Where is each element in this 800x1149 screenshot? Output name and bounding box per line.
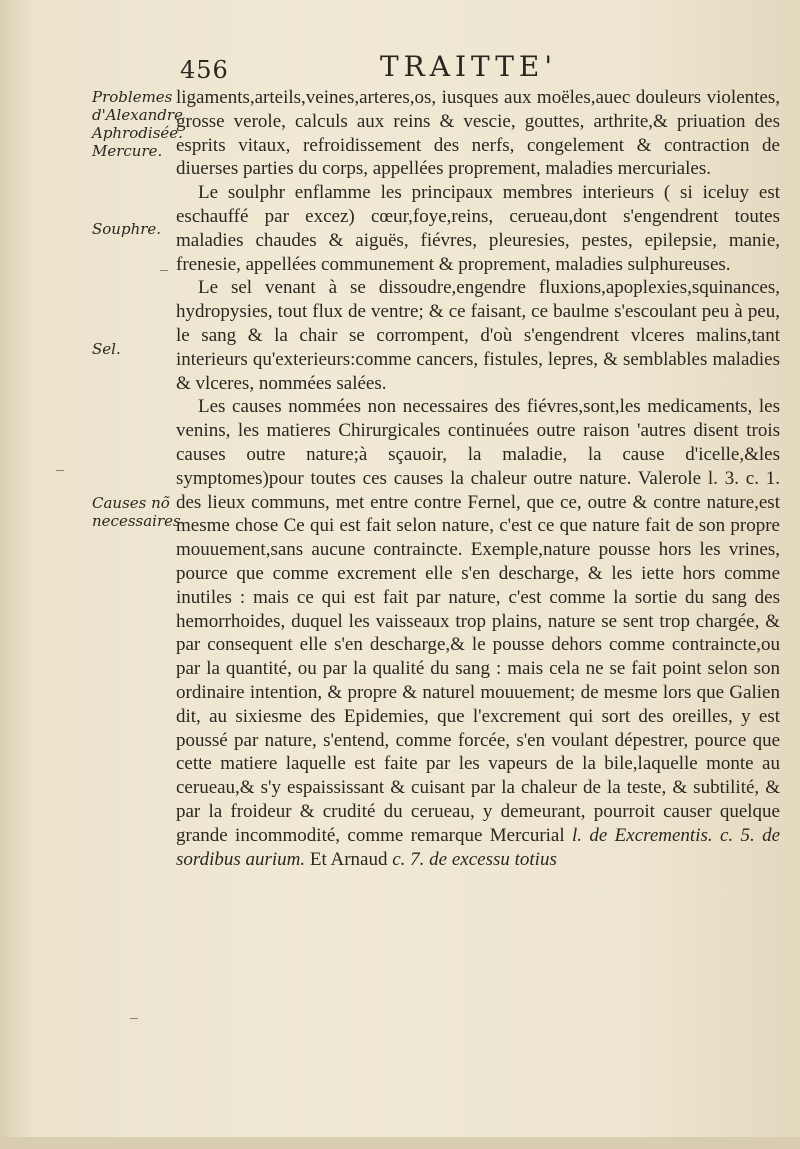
page-header (0, 48, 800, 88)
paragraph-mercure: ligaments,arteils,veines,arteres,os, iusques aux moëles,auec douleurs violentes, grosse verole, calculs aux reins & vescie, gouttes, arthrite,& priuation des esprits vitaux, refroidissement des nerfs, congelement & contraction de diuerses parties du corps, appellées proprement, maladies mercuriales. (176, 87, 780, 180)
margin-tick (160, 270, 168, 271)
margin-tick (130, 1018, 138, 1019)
citation-mercurial: l. de Excrementis. c. 5. de sordibus aurium. (176, 824, 781, 870)
page-number: 456 (180, 56, 229, 84)
running-title: TRAITTE' (380, 50, 558, 83)
margin-note-sel: Sel. (92, 340, 121, 358)
body-text (176, 86, 780, 871)
paragraph-souphre: Le soulphr enflamme les principaux membres interieurs ( si iceluy est eschauffé par excez) cœur,foye,reins, cerueau,dont s'engendrent toutes maladies chaudes & aiguës, fiévres, pleuresies, pestes, epilepsie, manie, frenesie, appellées communement & proprement, maladies sulphureuses. (176, 182, 780, 275)
margin-note-souphre: Souphre. (92, 220, 162, 238)
margin-tick (56, 470, 64, 471)
margin-note-causes: Causes nõ necessaires. (92, 494, 186, 530)
paragraph-sel: Le sel venant à se dissoudre,engendre fluxions,apoplexies,squinances, hydropysies, tout flux de ventre; & ce faisant, ce baulme s'escoulant peu à peu, le sang & la chair se corrompent, d'où s'engendrent vlceres malins,tant interieurs qu'exterieurs:comme cancers, fistules, lepres, & semblables maladies & vlceres, nommées salées. (176, 277, 780, 394)
margin-note-problemes: Problemes d'Alexandre Aphrodisée. Mercure. (92, 88, 183, 160)
citation-arnaud: c. 7. de excessu totius (392, 848, 557, 870)
connector-text: Et Arnaud (309, 848, 388, 870)
causes-text: Les causes nommées non necessaires des fiévres,sont,les medicaments, les venins, les matieres Chirurgicales continuées outre raison 'autres disent trois causes outre nature;à sçauoir, la maladie, la cause d'icelle,&les symptomes)pour toutes ces causes la chaleur outre nature. Valerole l. 3. c. 1. des lieux communs, met entre contre Fernel, que ce, outre & contre nature,est mesme chose Ce qui est fait selon nature, c'est ce que nature fait de son propre mouuement,sans aucune contraincte. Exemple,nature pousse hors les vrines, pource que comme excrement elle s'en descharge, & les iette hors comme inutiles : mais ce qui est fait par nature, c'est comme la sortie du sang des hemorrhoides, duquel les vaisseaux trop plains, nature se sent trop chargée, & par consequent elle s'en descharge,& le pousse dehors comme contraincte,ou par la quantité, ou par la qualité du sang : mais cela ne se fait point selon son ordinaire intention, & propre & naturel mouuement; de mesme lors que Galien dit, au sixiesme des Epidemies, que l'excrement qui sort des oreilles, y est poussé par nature, s'entend, comme forcée, s'en voulant dépestrer, pource que cette matiere laquelle est faite par les vapeurs de la bile,laquelle monte au cerueau,& s'y espaississant & cuisant par la chaleur de la teste, & subtilité, & par la froideur & crudité du cerueau, y demeurant, pourroit causer quelque grande incommodité, comme remarque Mercurial (176, 396, 780, 846)
paragraph-causes (176, 395, 780, 871)
